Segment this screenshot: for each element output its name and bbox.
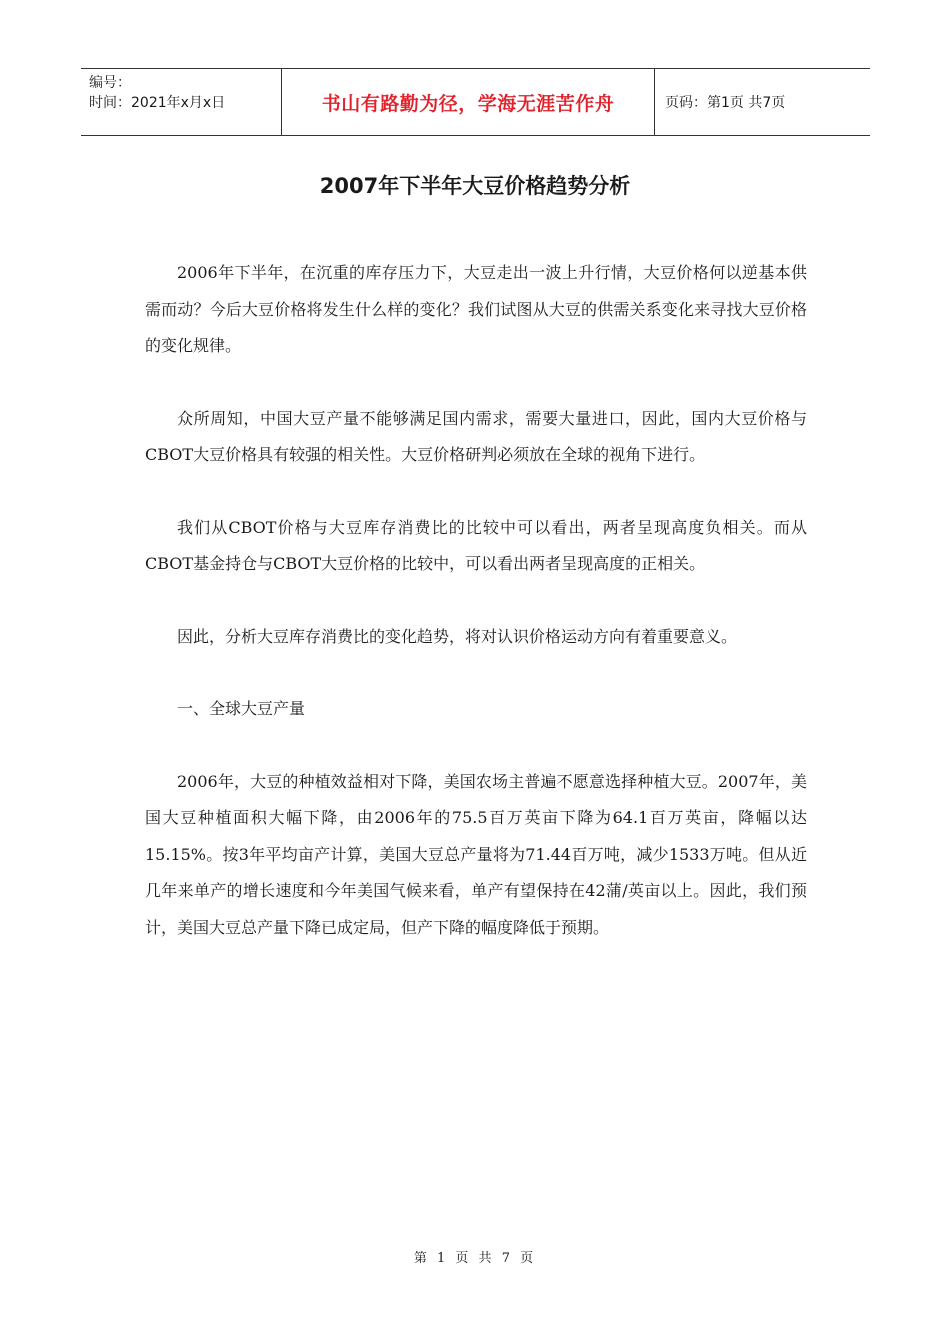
time-label: 时间：2021年x月x日	[89, 95, 226, 111]
header-motto: 书山有路勤为径，学海无涯苦作舟	[282, 69, 655, 135]
paragraph: 2006年下半年，在沉重的库存压力下，大豆走出一波上升行情，大豆价格何以逆基本供需而动？今后大豆价格将发生什么样的变化？我们试图从大豆的供需关系变化来寻找大豆价格的变化规律。	[145, 263, 807, 355]
section-heading: 一、全球大豆产量	[177, 699, 306, 718]
page-footer: 第 1 页 共 7 页	[413, 1251, 537, 1266]
header-page-info: 页码：第1页 共7页	[665, 95, 786, 111]
paragraph: 我们从CBOT价格与大豆库存消费比的比较中可以看出，两者呈现高度负相关。而从CBOT基金持仓与CBOT大豆价格的比较中，可以看出两者呈现高度的正相关。	[145, 517, 807, 573]
paragraph: 因此，分析大豆库存消费比的变化趋势，将对认识价格运动方向有着重要意义。	[177, 626, 738, 646]
paragraph: 2006年，大豆的种植效益相对下降，美国农场主普遍不愿意选择种植大豆。2007年，美国大豆种植面积大幅下降，由2006年的75.5百万英亩下降为64.1百万英亩，降幅以达15.15%。按3年平均亩产计算，美国大豆总产量将为71.44百万吨，减少1533万吨。但从近几年来单产的增长速度和今年美国气候来看，单产有望保持在42蒲/英亩以上。因此，我们预计，美国大豆总产量下降已成定局，但产下降的幅度降低于预期。	[145, 771, 807, 937]
header-meta	[81, 69, 282, 135]
paragraph: 众所周知，中国大豆产量不能够满足国内需求，需要大量进口，因此，国内大豆价格与 CBOT大豆价格具有较强的相关性。大豆价格研判必须放在全球的视角下进行。	[145, 408, 807, 464]
document-title: 2007年下半年大豆价格趋势分析	[319, 174, 631, 198]
document-header	[81, 68, 870, 136]
document-body	[145, 255, 807, 982]
number-label: 编号：	[89, 75, 131, 91]
